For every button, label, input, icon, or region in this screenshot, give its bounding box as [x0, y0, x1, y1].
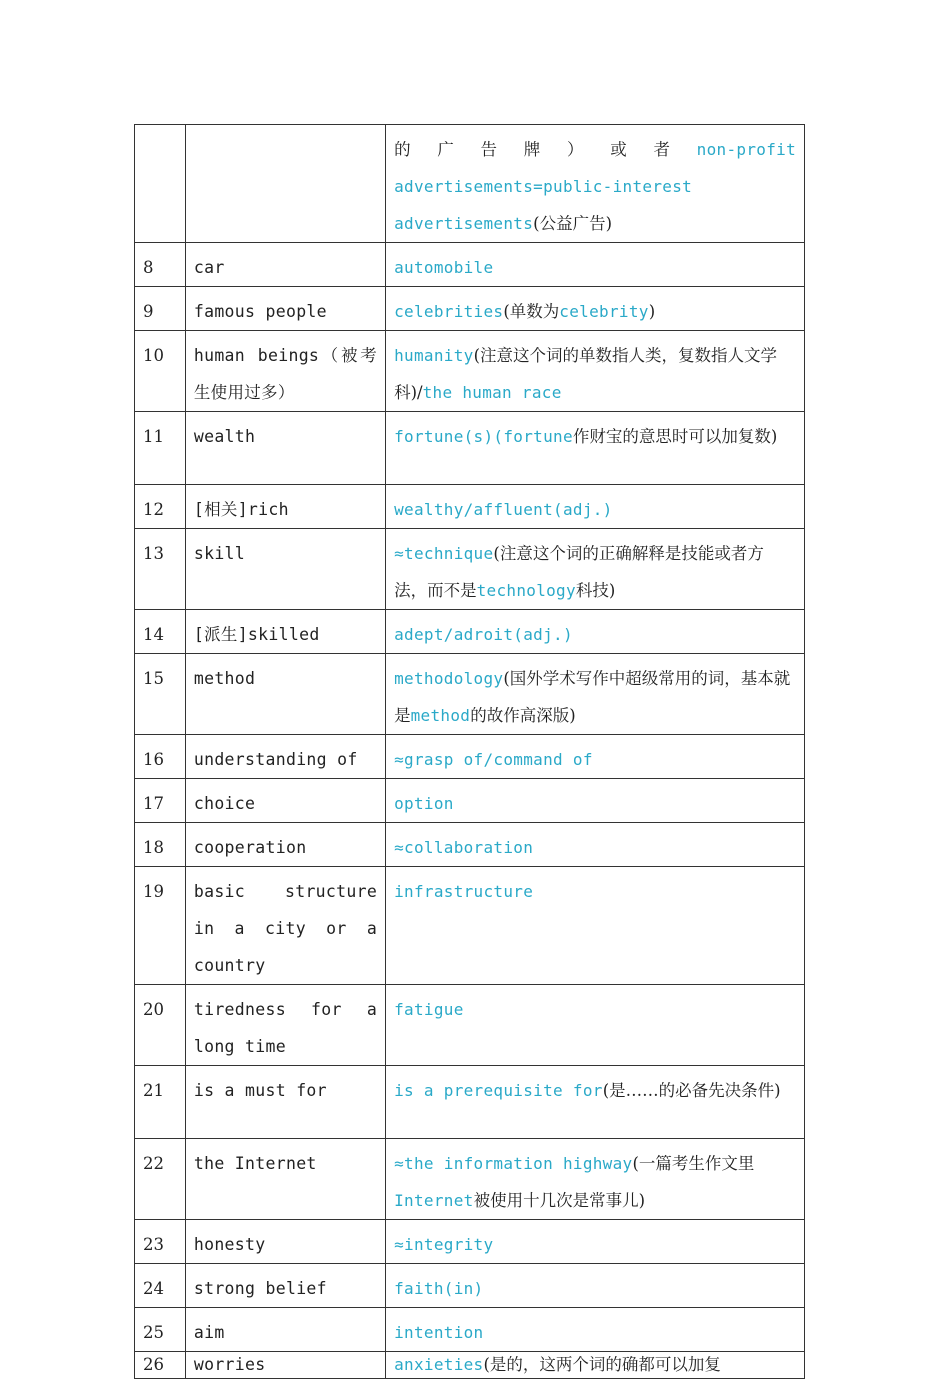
advanced-alternative [386, 654, 805, 735]
row-number: 14 [135, 610, 186, 654]
table-row [135, 1139, 805, 1220]
highlighted-term: ≈technique [394, 544, 494, 563]
highlighted-term: adept/adroit(adj.) [394, 625, 573, 644]
row-number: 18 [135, 823, 186, 867]
explanation-text: (国外学术写作中超级常用的词，基本就是 [394, 669, 791, 725]
explanation-text: ) [648, 302, 656, 321]
highlighted-term: fortune(s)(fortune [394, 427, 573, 446]
common-word: the Internet [185, 1139, 385, 1220]
row-number: 12 [135, 485, 186, 529]
vocabulary-table [134, 124, 805, 1379]
explanation-text: (一篇考生作文里 [632, 1154, 755, 1173]
row-number: 24 [135, 1264, 186, 1308]
advanced-alternative [386, 823, 805, 867]
row-number: 17 [135, 779, 186, 823]
advanced-alternative [386, 610, 805, 654]
row-number: 9 [135, 287, 186, 331]
common-word: basic structure in a city or a country [185, 867, 385, 985]
row-number: 16 [135, 735, 186, 779]
explanation-text: (公益广告) [533, 214, 613, 233]
row-number: 26 [135, 1352, 186, 1379]
row-number: 10 [135, 331, 186, 412]
table-row [135, 823, 805, 867]
explanation-text: (是……的必备先决条件) [602, 1081, 781, 1100]
table-row [135, 331, 805, 412]
table-row [135, 287, 805, 331]
explanation-text: (单数为 [503, 302, 560, 321]
highlighted-term: ≈collaboration [394, 838, 534, 857]
advanced-alternative [386, 243, 805, 287]
table-row [135, 779, 805, 823]
explanation-text: 作财宝的意思时可以加复数) [572, 427, 778, 446]
common-word: aim [185, 1308, 385, 1352]
highlighted-term: Internet [394, 1191, 474, 1210]
highlighted-term: fatigue [394, 1000, 464, 1019]
explanation-text: 被使用十几次是常事儿) [473, 1191, 645, 1210]
common-word: wealth [185, 412, 385, 485]
explanation-text: 科技) [575, 581, 616, 600]
table-row [135, 529, 805, 610]
advanced-alternative [386, 1066, 805, 1139]
advanced-alternative [386, 125, 805, 243]
table-row [135, 243, 805, 287]
highlighted-term: ≈grasp of/command of [394, 750, 593, 769]
common-word: car [185, 243, 385, 287]
advanced-alternative [386, 779, 805, 823]
row-number: 13 [135, 529, 186, 610]
row-number: 22 [135, 1139, 186, 1220]
highlighted-term: technology [476, 581, 576, 600]
advanced-alternative [386, 485, 805, 529]
explanation-text: (注意这个词的正确解释是技能或者方法，而不是 [394, 544, 764, 600]
row-number [135, 125, 186, 243]
explanation-text: (注意这个词的单数指人类，复数指人文学科)/ [394, 346, 777, 402]
advanced-alternative [386, 529, 805, 610]
row-number: 25 [135, 1308, 186, 1352]
table-row [135, 1308, 805, 1352]
common-word: skill [185, 529, 385, 610]
highlighted-term: infrastructure [394, 882, 534, 901]
highlighted-term: intention [394, 1323, 484, 1342]
highlighted-term: the human race [422, 383, 562, 402]
highlighted-term: ≈the information highway [394, 1154, 633, 1173]
highlighted-term: methodology [394, 669, 504, 688]
highlighted-term: humanity [394, 346, 474, 365]
common-word: tiredness for a long time [185, 985, 385, 1066]
common-word: is a must for [185, 1066, 385, 1139]
explanation-text: 的故作高深版) [470, 706, 576, 725]
row-number: 23 [135, 1220, 186, 1264]
common-word: strong belief [185, 1264, 385, 1308]
common-word: famous people [185, 287, 385, 331]
row-number: 20 [135, 985, 186, 1066]
common-word: understanding of [185, 735, 385, 779]
table-row [135, 1264, 805, 1308]
highlighted-term: non-profit advertisements=public-interest advertisements [394, 140, 796, 233]
table-row [135, 867, 805, 985]
table-row [135, 985, 805, 1066]
table-row [135, 735, 805, 779]
highlighted-term: method [410, 706, 471, 725]
advanced-alternative [386, 1264, 805, 1308]
table-row [135, 485, 805, 529]
explanation-text: 的 广 告 牌 ） 或 者 [394, 140, 697, 159]
table-row [135, 1352, 805, 1379]
row-number: 15 [135, 654, 186, 735]
highlighted-term: ≈integrity [394, 1235, 494, 1254]
table-row [135, 1220, 805, 1264]
common-word: worries [185, 1352, 385, 1379]
common-word: [派生]skilled [185, 610, 385, 654]
highlighted-term: anxieties [394, 1355, 484, 1374]
highlighted-term: wealthy/affluent(adj.) [394, 500, 613, 519]
advanced-alternative [386, 867, 805, 985]
advanced-alternative [386, 287, 805, 331]
highlighted-term: celebrities [394, 302, 504, 321]
row-number: 11 [135, 412, 186, 485]
row-number: 21 [135, 1066, 186, 1139]
highlighted-term: is a prerequisite for [394, 1081, 603, 1100]
common-word [185, 125, 385, 243]
advanced-alternative [386, 412, 805, 485]
table-row [135, 654, 805, 735]
highlighted-term: celebrity [559, 302, 649, 321]
advanced-alternative [386, 1139, 805, 1220]
highlighted-term: option [394, 794, 454, 813]
advanced-alternative [386, 985, 805, 1066]
row-number: 19 [135, 867, 186, 985]
advanced-alternative [386, 1220, 805, 1264]
common-word: cooperation [185, 823, 385, 867]
advanced-alternative [386, 331, 805, 412]
common-word: method [185, 654, 385, 735]
highlighted-term: automobile [394, 258, 494, 277]
row-number: 8 [135, 243, 186, 287]
advanced-alternative [386, 1352, 805, 1379]
common-word: honesty [185, 1220, 385, 1264]
common-word: [相关]rich [185, 485, 385, 529]
table-row [135, 125, 805, 243]
highlighted-term: faith(in) [394, 1279, 484, 1298]
common-word: human beings（被考生使用过多） [185, 331, 385, 412]
vocabulary-table-body [135, 125, 805, 1379]
advanced-alternative [386, 1308, 805, 1352]
table-row [135, 412, 805, 485]
common-word: choice [185, 779, 385, 823]
explanation-text: (是的，这两个词的确都可以加复 [483, 1355, 721, 1374]
advanced-alternative [386, 735, 805, 779]
table-row [135, 1066, 805, 1139]
table-row [135, 610, 805, 654]
